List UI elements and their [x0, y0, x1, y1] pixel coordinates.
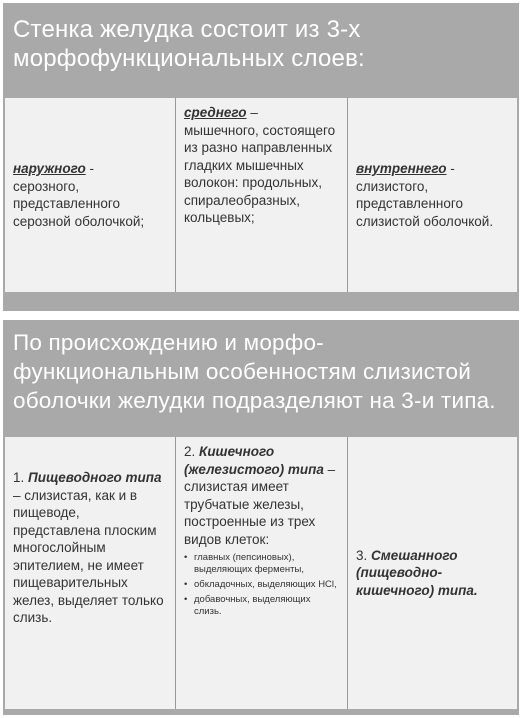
slide-title: Стенка желудка состоит из 3-х морфофункциональных слоев: [13, 16, 365, 72]
type-intestinal-cell: 2. Кишечного (железистого) типа – слизистая имеет трубчатые железы, построенные из трех видов клеток: • главных (пепсиновых), выделяющих ферменты, • обкладочных, выделяющих HCl, • добавочных, выделяющих слизь. [176, 437, 348, 709]
slide-stomach-wall-layers [3, 3, 519, 311]
types-table [5, 437, 517, 709]
slide-mucosa-types [3, 320, 519, 715]
layer-outer-cell: наружного - серозного, представленного серозной оболочкой; [5, 98, 176, 292]
slide-title: По происхождению и морфо-функциональным особенностям слизистой оболочки желудки подразделяют на 3-и типа. [13, 330, 496, 413]
type-esophageal-heading: Пищеводного типа [28, 470, 162, 485]
type-mixed-cell: 3. Смешанного (пищеводно-кишечного) типа. [348, 437, 517, 709]
layer-inner-text: слизистого, представленного слизистой оболочкой. [356, 178, 494, 229]
layer-outer-heading: наружного [13, 161, 86, 176]
cell-types-list [184, 552, 339, 621]
layer-inner-heading: внутреннего [356, 161, 447, 176]
list-item: • главных (пепсиновых), выделяющих ферменты, [184, 552, 339, 576]
layer-middle-text: мышечного, состоящего из разно направленных гладких мышечных волокон: продольных, спиралеобразных, кольцевых; [184, 122, 336, 225]
type-intestinal-heading: Кишечного (железистого) типа [184, 444, 324, 477]
type-esophageal-text: – слизистая, как и в пищеводе, представлена плоским многослойным эпителием, не имеет пищеварительных желез, выделяет только слизь. [13, 487, 164, 625]
layer-outer-text: серозного, представленного серозной оболочкой; [13, 178, 145, 229]
layer-middle-heading: среднего [184, 105, 247, 120]
type-mixed-heading: Смешанного (пищеводно-кишечного) типа. [356, 547, 478, 598]
layer-inner-cell: внутреннего - слизистого, представленного слизистой оболочкой. [348, 98, 517, 292]
list-item: • обкладочных, выделяющих HCl, [184, 579, 339, 591]
layer-middle-cell: среднего – мышечного, состоящего из разно направленных гладких мышечных волокон: продольных, спиралеобразных, кольцевых; [176, 98, 348, 292]
type-intestinal-text: – слизистая имеет трубчатые железы, построенные из трех видов клеток: [184, 461, 336, 547]
type-esophageal-cell: 1. Пищеводного типа – слизистая, как и в пищеводе, представлена плоским многослойным эпителием, не имеет пищеварительных желез, выделяет только слизь. [5, 437, 176, 709]
layers-table [5, 98, 517, 292]
list-item: • добавочных, выделяющих слизь. [184, 594, 339, 618]
